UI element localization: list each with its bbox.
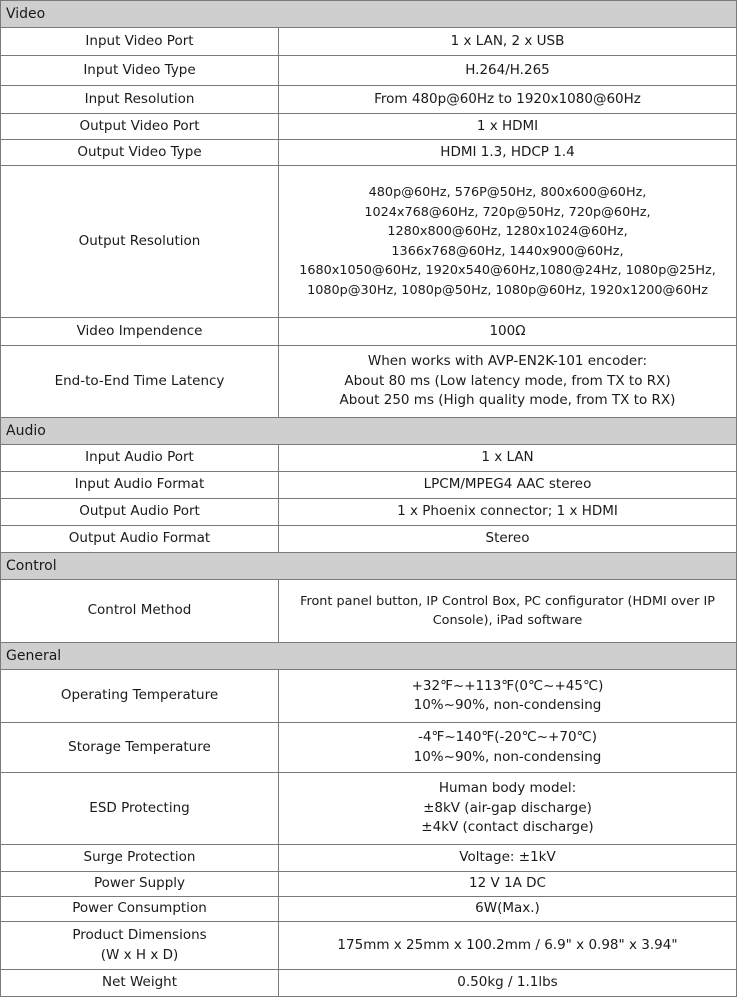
spec-value: 1 x HDMI [476,117,539,134]
spec-label: Product Dimensions (W x H x D) [1,922,279,969]
spec-value: +32℉~+113℉(0℃~+45℃) 10%~90%, non-condensing [411,677,604,713]
spec-value: Front panel button, IP Control Box, PC configurator (HDMI over IP Console), iPad software [300,593,715,628]
spec-label: Storage Temperature [1,723,279,772]
spec-label: Surge Protection [1,845,279,871]
section-header-control: Control [1,552,736,579]
table-row [1,969,736,996]
spec-label: Input Video Port [1,28,279,55]
spec-value: 480p@60Hz, 576P@50Hz, 800x600@60Hz, 1024x768@60Hz, 720p@50Hz, 720p@60Hz, 1280x800@60Hz, 1280x1024@60Hz, 1366x768@60Hz, 1440x900@60Hz, 1680x1050@60Hz, 1920x540@60Hz,1080@24Hz, 1080p@25Hz, 1080p@30Hz, 1080p@50Hz, 1080p@60Hz, 1920x1200@60Hz [299,185,716,298]
table-row [1,165,736,317]
table-row [1,139,736,165]
table-row [1,113,736,139]
spec-value: H.264/H.265 [465,61,550,78]
spec-label: Net Weight [1,970,279,996]
table-row [1,525,736,552]
spec-label: Output Video Type [1,140,279,165]
spec-value: LPCM/MPEG4 AAC stereo [423,476,592,493]
section-header-audio: Audio [1,417,736,444]
spec-value: 0.50kg / 1.1lbs [457,974,558,991]
table-row [1,921,736,969]
spec-value: 12 V 1A DC [469,875,546,892]
table-row [1,896,736,921]
spec-label: Output Audio Format [1,526,279,552]
spec-label: Operating Temperature [1,670,279,722]
spec-value: 1 x LAN [481,449,534,466]
table-row [1,844,736,871]
section-header-video: Video [1,0,736,27]
spec-value: Stereo [485,530,530,547]
spec-value: 6W(Max.) [475,900,540,917]
table-row [1,722,736,772]
spec-label: ESD Protecting [1,773,279,844]
spec-label: End-to-End Time Latency [1,346,279,417]
spec-value: From 480p@60Hz to 1920x1080@60Hz [374,90,641,107]
spec-value: Human body model: ±8kV (air-gap discharge) ±4kV (contact discharge) [421,780,594,836]
table-row [1,85,736,113]
spec-label: Output Audio Port [1,499,279,525]
table-row [1,345,736,417]
spec-value: Voltage: ±1kV [459,849,556,866]
spec-value: When works with AVP-EN2K-101 encoder: About 80 ms (Low latency mode, from TX to RX) About 250 ms (High quality mode, from TX to RX) [339,353,676,409]
spec-label: Power Supply [1,872,279,896]
table-row [1,471,736,498]
table-row [1,498,736,525]
spec-value: 1 x LAN, 2 x USB [450,32,565,49]
spec-value: HDMI 1.3, HDCP 1.4 [440,143,575,160]
table-row [1,669,736,722]
spec-label: Control Method [1,580,279,642]
spec-label: Output Video Port [1,114,279,139]
spec-label: Input Audio Port [1,445,279,471]
section-header-general: General [1,642,736,669]
table-row [1,55,736,85]
spec-value: 175mm x 25mm x 100.2mm / 6.9" x 0.98" x 3.94" [337,936,678,953]
spec-label: Input Audio Format [1,472,279,498]
table-row [1,579,736,642]
spec-label: Input Video Type [1,56,279,85]
table-row [1,27,736,55]
spec-label: Video Impendence [1,318,279,345]
table-row [1,444,736,471]
spec-label: Output Resolution [1,166,279,317]
spec-label: Input Resolution [1,86,279,113]
spec-value: -4℉~140℉(-20℃~+70℃) 10%~90%, non-condensing [413,729,602,765]
spec-value: 100Ω [489,322,526,339]
table-row [1,772,736,844]
table-row [1,871,736,896]
spec-label: Power Consumption [1,897,279,921]
table-row [1,317,736,345]
spec-value: 1 x Phoenix connector; 1 x HDMI [397,503,618,520]
